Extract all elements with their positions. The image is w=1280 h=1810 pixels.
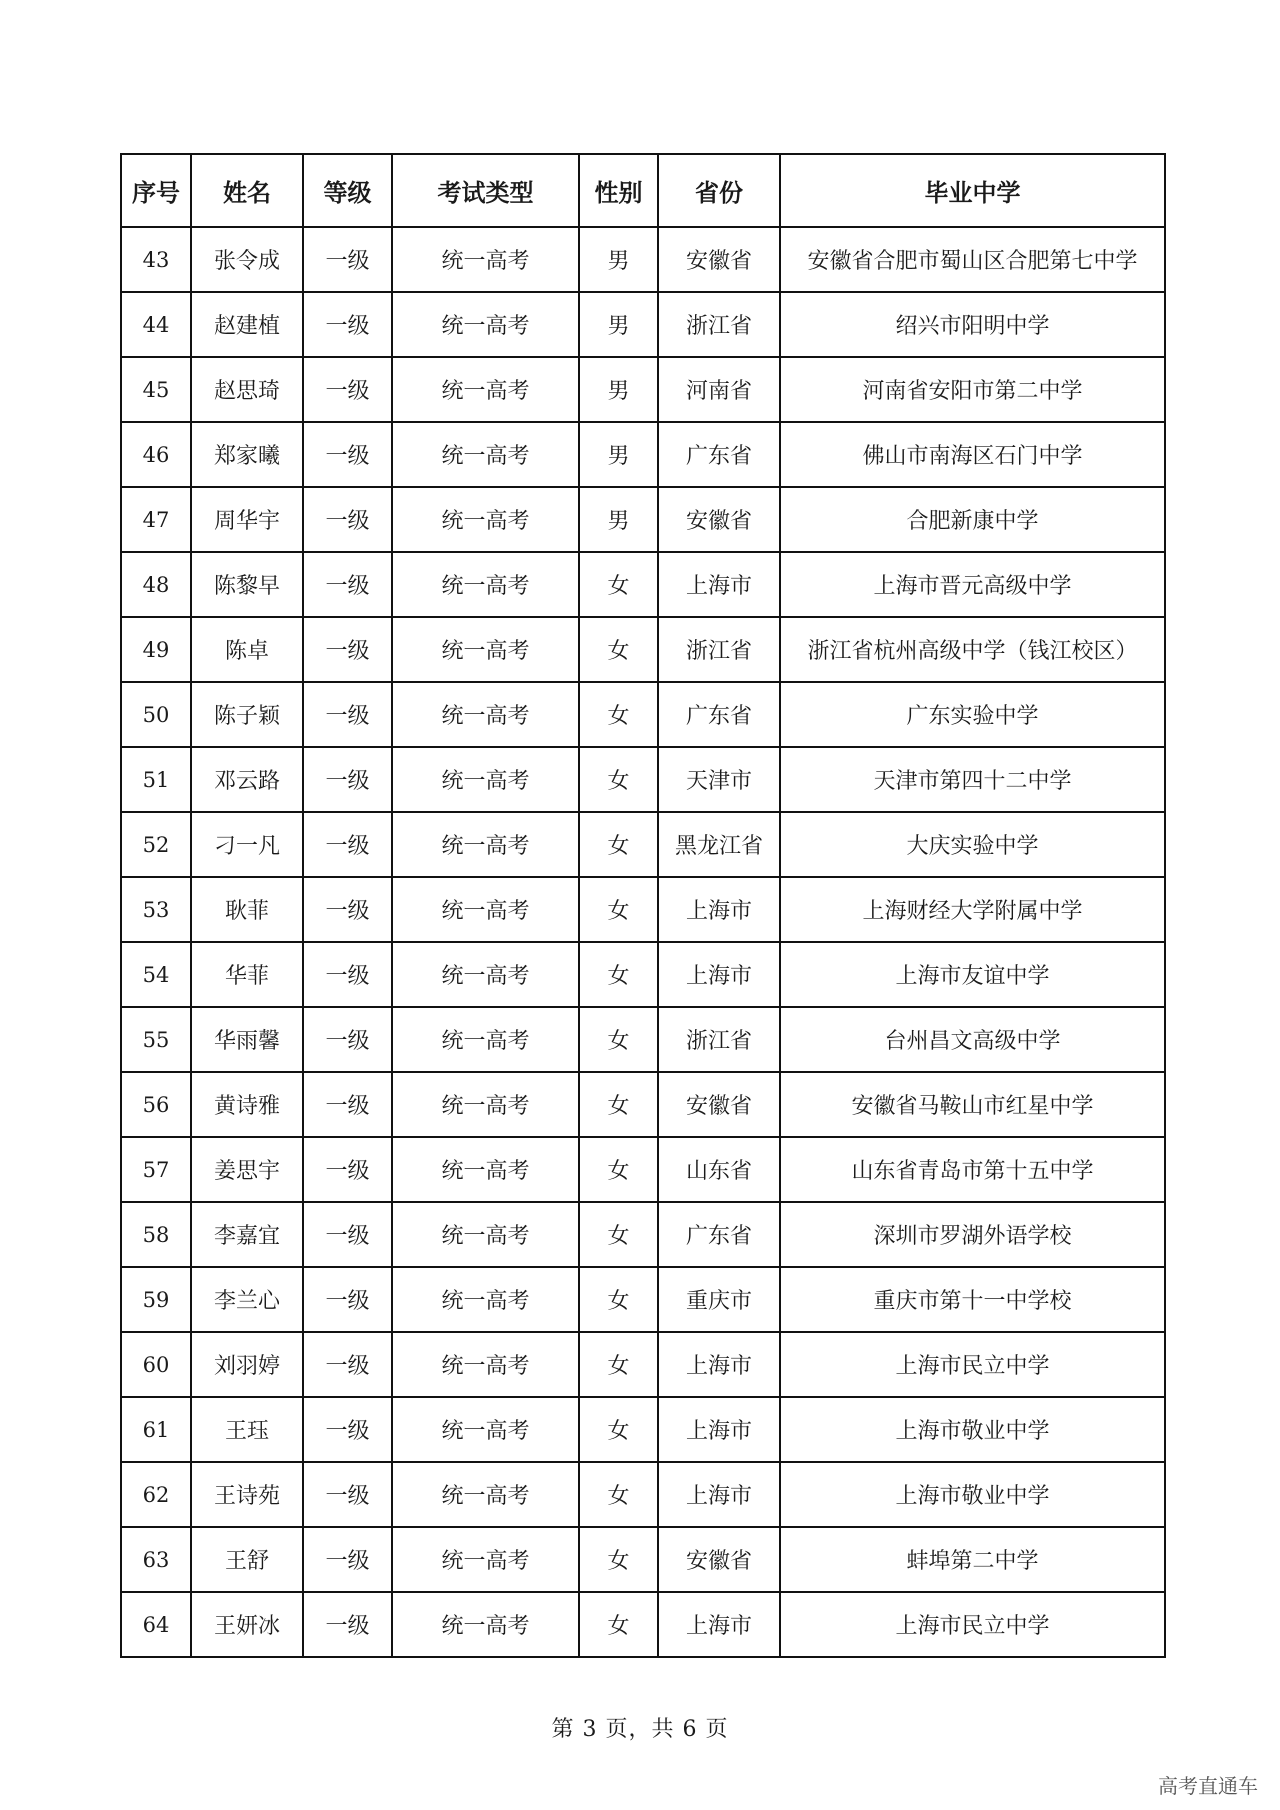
cell-exam-type: 统一高考 xyxy=(392,422,579,487)
cell-school: 合肥新康中学 xyxy=(780,487,1165,552)
cell-province: 安徽省 xyxy=(658,487,780,552)
cell-index: 53 xyxy=(121,877,191,942)
cell-school: 上海市敬业中学 xyxy=(780,1462,1165,1527)
table-row xyxy=(121,942,1165,1007)
cell-level: 一级 xyxy=(303,682,392,747)
table-row xyxy=(121,357,1165,422)
cell-index: 44 xyxy=(121,292,191,357)
cell-name: 陈黎早 xyxy=(191,552,303,617)
cell-name: 赵建植 xyxy=(191,292,303,357)
cell-province: 上海市 xyxy=(658,552,780,617)
cell-gender: 女 xyxy=(579,747,658,812)
cell-level: 一级 xyxy=(303,747,392,812)
cell-gender: 男 xyxy=(579,357,658,422)
cell-level: 一级 xyxy=(303,1007,392,1072)
cell-name: 张令成 xyxy=(191,227,303,292)
cell-name: 黄诗雅 xyxy=(191,1072,303,1137)
cell-name: 刘羽婷 xyxy=(191,1332,303,1397)
cell-gender: 女 xyxy=(579,1007,658,1072)
cell-exam-type: 统一高考 xyxy=(392,877,579,942)
cell-exam-type: 统一高考 xyxy=(392,1592,579,1657)
cell-school: 安徽省合肥市蜀山区合肥第七中学 xyxy=(780,227,1165,292)
cell-province: 广东省 xyxy=(658,422,780,487)
cell-level: 一级 xyxy=(303,1072,392,1137)
cell-index: 57 xyxy=(121,1137,191,1202)
page-number: 第 3 页，共 6 页 xyxy=(551,1717,729,1742)
cell-province: 广东省 xyxy=(658,682,780,747)
table-row xyxy=(121,1267,1165,1332)
table-body xyxy=(121,227,1165,1657)
table-row xyxy=(121,1332,1165,1397)
cell-province: 上海市 xyxy=(658,877,780,942)
table-row xyxy=(121,617,1165,682)
header-school: 毕业中学 xyxy=(780,154,1165,227)
cell-exam-type: 统一高考 xyxy=(392,942,579,1007)
cell-level: 一级 xyxy=(303,1137,392,1202)
cell-gender: 男 xyxy=(579,422,658,487)
cell-gender: 女 xyxy=(579,877,658,942)
cell-index: 56 xyxy=(121,1072,191,1137)
cell-exam-type: 统一高考 xyxy=(392,227,579,292)
cell-province: 浙江省 xyxy=(658,292,780,357)
cell-exam-type: 统一高考 xyxy=(392,1007,579,1072)
cell-school: 上海财经大学附属中学 xyxy=(780,877,1165,942)
cell-gender: 女 xyxy=(579,1202,658,1267)
cell-index: 54 xyxy=(121,942,191,1007)
cell-level: 一级 xyxy=(303,357,392,422)
cell-name: 王舒 xyxy=(191,1527,303,1592)
cell-school: 重庆市第十一中学校 xyxy=(780,1267,1165,1332)
roster-sheet xyxy=(120,153,1164,1658)
cell-gender: 女 xyxy=(579,1072,658,1137)
table-row xyxy=(121,1397,1165,1462)
cell-province: 广东省 xyxy=(658,1202,780,1267)
cell-province: 上海市 xyxy=(658,1332,780,1397)
table-row xyxy=(121,292,1165,357)
cell-exam-type: 统一高考 xyxy=(392,1202,579,1267)
cell-school: 浙江省杭州高级中学（钱江校区） xyxy=(780,617,1165,682)
cell-school: 天津市第四十二中学 xyxy=(780,747,1165,812)
cell-gender: 女 xyxy=(579,812,658,877)
table-row xyxy=(121,552,1165,617)
cell-index: 55 xyxy=(121,1007,191,1072)
cell-exam-type: 统一高考 xyxy=(392,682,579,747)
cell-school: 上海市民立中学 xyxy=(780,1592,1165,1657)
cell-school: 上海市敬业中学 xyxy=(780,1397,1165,1462)
cell-index: 62 xyxy=(121,1462,191,1527)
cell-index: 50 xyxy=(121,682,191,747)
cell-exam-type: 统一高考 xyxy=(392,552,579,617)
cell-gender: 女 xyxy=(579,1397,658,1462)
cell-province: 安徽省 xyxy=(658,1072,780,1137)
cell-gender: 女 xyxy=(579,617,658,682)
cell-index: 64 xyxy=(121,1592,191,1657)
header-name: 姓名 xyxy=(191,154,303,227)
cell-exam-type: 统一高考 xyxy=(392,1527,579,1592)
cell-exam-type: 统一高考 xyxy=(392,1332,579,1397)
cell-level: 一级 xyxy=(303,877,392,942)
cell-index: 59 xyxy=(121,1267,191,1332)
cell-province: 天津市 xyxy=(658,747,780,812)
cell-exam-type: 统一高考 xyxy=(392,1462,579,1527)
cell-school: 上海市民立中学 xyxy=(780,1332,1165,1397)
cell-name: 王珏 xyxy=(191,1397,303,1462)
header-province: 省份 xyxy=(658,154,780,227)
cell-level: 一级 xyxy=(303,292,392,357)
cell-level: 一级 xyxy=(303,1397,392,1462)
cell-level: 一级 xyxy=(303,227,392,292)
cell-school: 绍兴市阳明中学 xyxy=(780,292,1165,357)
cell-level: 一级 xyxy=(303,487,392,552)
table-row xyxy=(121,747,1165,812)
cell-level: 一级 xyxy=(303,552,392,617)
cell-gender: 女 xyxy=(579,552,658,617)
cell-province: 安徽省 xyxy=(658,1527,780,1592)
cell-name: 刁一凡 xyxy=(191,812,303,877)
cell-province: 安徽省 xyxy=(658,227,780,292)
cell-province: 上海市 xyxy=(658,1462,780,1527)
cell-level: 一级 xyxy=(303,1592,392,1657)
cell-gender: 男 xyxy=(579,487,658,552)
cell-name: 陈卓 xyxy=(191,617,303,682)
cell-level: 一级 xyxy=(303,617,392,682)
cell-gender: 女 xyxy=(579,1527,658,1592)
cell-exam-type: 统一高考 xyxy=(392,357,579,422)
table-row xyxy=(121,1072,1165,1137)
cell-province: 黑龙江省 xyxy=(658,812,780,877)
cell-gender: 女 xyxy=(579,1267,658,1332)
cell-province: 河南省 xyxy=(658,357,780,422)
cell-level: 一级 xyxy=(303,1462,392,1527)
table-row xyxy=(121,1592,1165,1657)
cell-school: 台州昌文高级中学 xyxy=(780,1007,1165,1072)
cell-name: 王妍冰 xyxy=(191,1592,303,1657)
table-row xyxy=(121,1527,1165,1592)
table-row xyxy=(121,682,1165,747)
cell-level: 一级 xyxy=(303,1332,392,1397)
cell-name: 李嘉宜 xyxy=(191,1202,303,1267)
table-row xyxy=(121,1137,1165,1202)
cell-school: 深圳市罗湖外语学校 xyxy=(780,1202,1165,1267)
cell-gender: 女 xyxy=(579,942,658,1007)
header-exam-type: 考试类型 xyxy=(392,154,579,227)
table-row xyxy=(121,877,1165,942)
cell-gender: 女 xyxy=(579,1137,658,1202)
header-level: 等级 xyxy=(303,154,392,227)
cell-exam-type: 统一高考 xyxy=(392,487,579,552)
cell-school: 大庆实验中学 xyxy=(780,812,1165,877)
cell-gender: 女 xyxy=(579,682,658,747)
cell-gender: 女 xyxy=(579,1332,658,1397)
cell-gender: 女 xyxy=(579,1462,658,1527)
cell-index: 43 xyxy=(121,227,191,292)
cell-exam-type: 统一高考 xyxy=(392,617,579,682)
cell-level: 一级 xyxy=(303,1202,392,1267)
cell-level: 一级 xyxy=(303,942,392,1007)
table-row xyxy=(121,812,1165,877)
cell-level: 一级 xyxy=(303,1267,392,1332)
cell-school: 山东省青岛市第十五中学 xyxy=(780,1137,1165,1202)
cell-index: 49 xyxy=(121,617,191,682)
cell-exam-type: 统一高考 xyxy=(392,1137,579,1202)
cell-index: 48 xyxy=(121,552,191,617)
cell-school: 广东实验中学 xyxy=(780,682,1165,747)
table-header-row xyxy=(121,154,1165,227)
cell-name: 郑家曦 xyxy=(191,422,303,487)
table-row xyxy=(121,1007,1165,1072)
cell-exam-type: 统一高考 xyxy=(392,1267,579,1332)
cell-name: 姜思宇 xyxy=(191,1137,303,1202)
cell-school: 河南省安阳市第二中学 xyxy=(780,357,1165,422)
cell-school: 安徽省马鞍山市红星中学 xyxy=(780,1072,1165,1137)
table-row xyxy=(121,487,1165,552)
table-row xyxy=(121,1202,1165,1267)
cell-exam-type: 统一高考 xyxy=(392,747,579,812)
cell-index: 46 xyxy=(121,422,191,487)
watermark-text: 高考直通车 xyxy=(1158,1774,1258,1798)
cell-gender: 男 xyxy=(579,292,658,357)
cell-index: 60 xyxy=(121,1332,191,1397)
cell-name: 华菲 xyxy=(191,942,303,1007)
header-gender: 性别 xyxy=(579,154,658,227)
cell-school: 佛山市南海区石门中学 xyxy=(780,422,1165,487)
table-row xyxy=(121,227,1165,292)
cell-index: 45 xyxy=(121,357,191,422)
student-table xyxy=(120,153,1166,1658)
cell-name: 华雨馨 xyxy=(191,1007,303,1072)
table-row xyxy=(121,1462,1165,1527)
table-row xyxy=(121,422,1165,487)
cell-exam-type: 统一高考 xyxy=(392,812,579,877)
cell-level: 一级 xyxy=(303,422,392,487)
cell-school: 上海市友谊中学 xyxy=(780,942,1165,1007)
cell-name: 耿菲 xyxy=(191,877,303,942)
cell-level: 一级 xyxy=(303,1527,392,1592)
cell-index: 47 xyxy=(121,487,191,552)
cell-name: 赵思琦 xyxy=(191,357,303,422)
cell-province: 上海市 xyxy=(658,942,780,1007)
cell-level: 一级 xyxy=(303,812,392,877)
cell-index: 52 xyxy=(121,812,191,877)
cell-gender: 男 xyxy=(579,227,658,292)
cell-name: 李兰心 xyxy=(191,1267,303,1332)
cell-exam-type: 统一高考 xyxy=(392,1397,579,1462)
cell-province: 上海市 xyxy=(658,1592,780,1657)
cell-province: 浙江省 xyxy=(658,1007,780,1072)
cell-name: 邓云路 xyxy=(191,747,303,812)
cell-name: 王诗苑 xyxy=(191,1462,303,1527)
header-index: 序号 xyxy=(121,154,191,227)
cell-province: 上海市 xyxy=(658,1397,780,1462)
cell-name: 陈子颖 xyxy=(191,682,303,747)
cell-province: 浙江省 xyxy=(658,617,780,682)
cell-province: 重庆市 xyxy=(658,1267,780,1332)
cell-gender: 女 xyxy=(579,1592,658,1657)
cell-school: 上海市晋元高级中学 xyxy=(780,552,1165,617)
cell-school: 蚌埠第二中学 xyxy=(780,1527,1165,1592)
cell-index: 58 xyxy=(121,1202,191,1267)
cell-exam-type: 统一高考 xyxy=(392,1072,579,1137)
cell-province: 山东省 xyxy=(658,1137,780,1202)
cell-index: 51 xyxy=(121,747,191,812)
cell-name: 周华宇 xyxy=(191,487,303,552)
cell-index: 61 xyxy=(121,1397,191,1462)
cell-exam-type: 统一高考 xyxy=(392,292,579,357)
cell-index: 63 xyxy=(121,1527,191,1592)
